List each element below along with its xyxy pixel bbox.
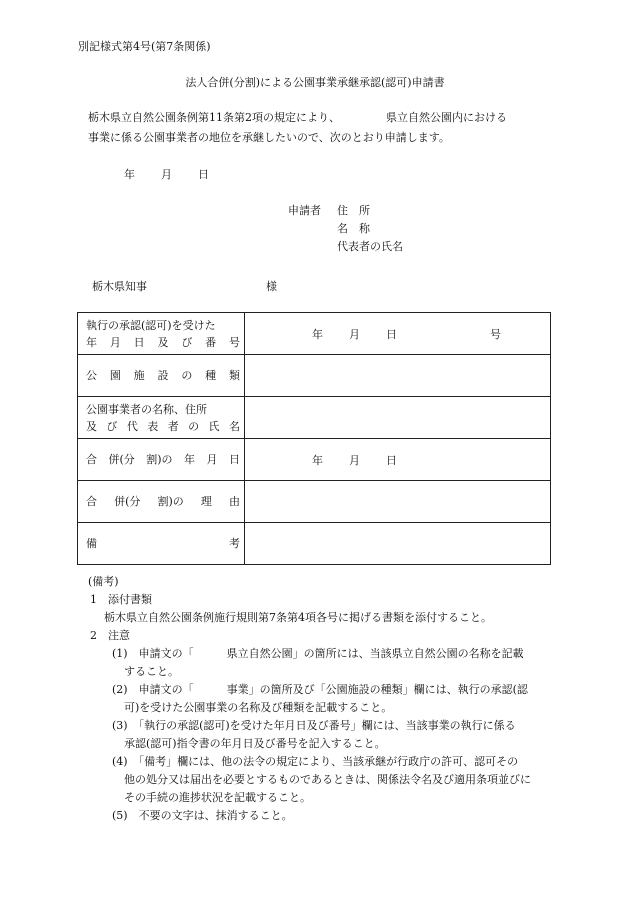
- page-title: 法人合併(分割)による公園事業承継承認(認可)申請書: [185, 76, 445, 89]
- intro-line-1: [88, 108, 507, 128]
- approval-day: 日: [386, 328, 397, 341]
- note-sub-3b: 承認(認可)指令書の年月日及び番号を記入すること。: [124, 737, 386, 750]
- note-item-2: 2 注意: [90, 629, 130, 642]
- note-sub-5: (5) 不要の文字は、抹消すること。: [112, 809, 293, 822]
- approval-year: 年: [312, 328, 323, 341]
- table-row-merger-reason: [78, 481, 551, 523]
- governor-title: 栃木県知事: [92, 280, 147, 293]
- table-row-facility: [78, 355, 551, 397]
- value-facility[interactable]: [245, 355, 551, 397]
- table-row-operator: [78, 397, 551, 439]
- value-remarks[interactable]: [245, 523, 551, 565]
- intro-line-2: 事業に係る公園事業者の地位を承継したいので、次のとおり申請します。: [88, 131, 450, 144]
- form-number: 別記様式第4号(第7条関係): [78, 40, 211, 53]
- note-item-1-text: 栃木県立自然公園条例施行規則第7条第4項各号に掲げる書類を添付すること。: [104, 611, 492, 624]
- merger-month: 月: [349, 454, 360, 467]
- applicant-block: [0, 202, 630, 272]
- notes-section: [88, 573, 568, 825]
- value-merger-reason[interactable]: [245, 481, 551, 523]
- note-sub-3a: (3) 「執行の承認(認可)を受けた年月日及び番号」欄には、当該事業の執行に係る: [112, 719, 516, 732]
- label-merger-reason: 合 併(分 割)の 理 由: [78, 481, 245, 523]
- note-sub-2b: 可)を受けた公園事業の名称及び種類を記載すること。: [124, 701, 393, 714]
- approval-number: 号: [490, 328, 501, 341]
- note-item-1: 1 添付書類: [90, 593, 152, 606]
- applicant-address: 住 所: [337, 204, 370, 217]
- table-row-merger-date: [78, 439, 551, 481]
- label-approval: 執行の承認(認可)を受けた 年 月 日 及 び 番 号: [78, 313, 245, 355]
- note-sub-4c: その手続の進捗状況を記載すること。: [124, 791, 311, 804]
- label-merger-date: 合 併(分 割)の 年 月 日: [78, 439, 245, 481]
- merger-year: 年: [312, 454, 323, 467]
- label-operator: 公園事業者の名称、住所 及 び 代 表 者 の 氏 名: [78, 397, 245, 439]
- note-sub-1a: (1) 申請文の「 県立自然公園」の箇所には、当該県立自然公園の名称を記載: [112, 647, 524, 660]
- date-day: 日: [198, 168, 209, 181]
- note-sub-4a: (4) 「備考」欄には、他の法令の規定により、当該承継が行政庁の許可、認可その: [112, 755, 519, 768]
- value-operator[interactable]: [245, 397, 551, 439]
- application-table: [77, 312, 551, 565]
- date-month: 月: [161, 168, 172, 181]
- note-sub-1b: すること。: [124, 665, 179, 678]
- table-row-remarks: [78, 523, 551, 565]
- intro-line-1-a: 栃木県立自然公園条例第11条第2項の規定により、: [88, 111, 340, 124]
- intro-line-1-b: 県立自然公園内における: [386, 111, 507, 124]
- notes-heading: (備考): [88, 575, 119, 588]
- value-approval[interactable]: [245, 313, 551, 355]
- applicant-rep: 代表者の氏名: [337, 240, 403, 253]
- applicant-name: 名 称: [337, 222, 370, 235]
- label-facility: 公 園 施 設 の 種 類: [78, 355, 245, 397]
- table-row-approval: [78, 313, 551, 355]
- date-year: 年: [124, 168, 135, 181]
- merger-day: 日: [386, 454, 397, 467]
- intro-paragraph: [88, 108, 507, 148]
- approval-month: 月: [349, 328, 360, 341]
- governor-honorific: 様: [266, 280, 277, 293]
- label-remarks: 備 考: [78, 523, 245, 565]
- applicant-label: 申請者: [288, 204, 321, 217]
- note-sub-2a: (2) 申請文の「 事業」の箇所及び「公園施設の種類」欄には、執行の承認(認: [112, 683, 528, 696]
- value-merger-date[interactable]: [245, 439, 551, 481]
- note-sub-4b: 他の処分又は届出を必要とするものであるときは、関係法令名及び適用条項並びに: [124, 773, 531, 786]
